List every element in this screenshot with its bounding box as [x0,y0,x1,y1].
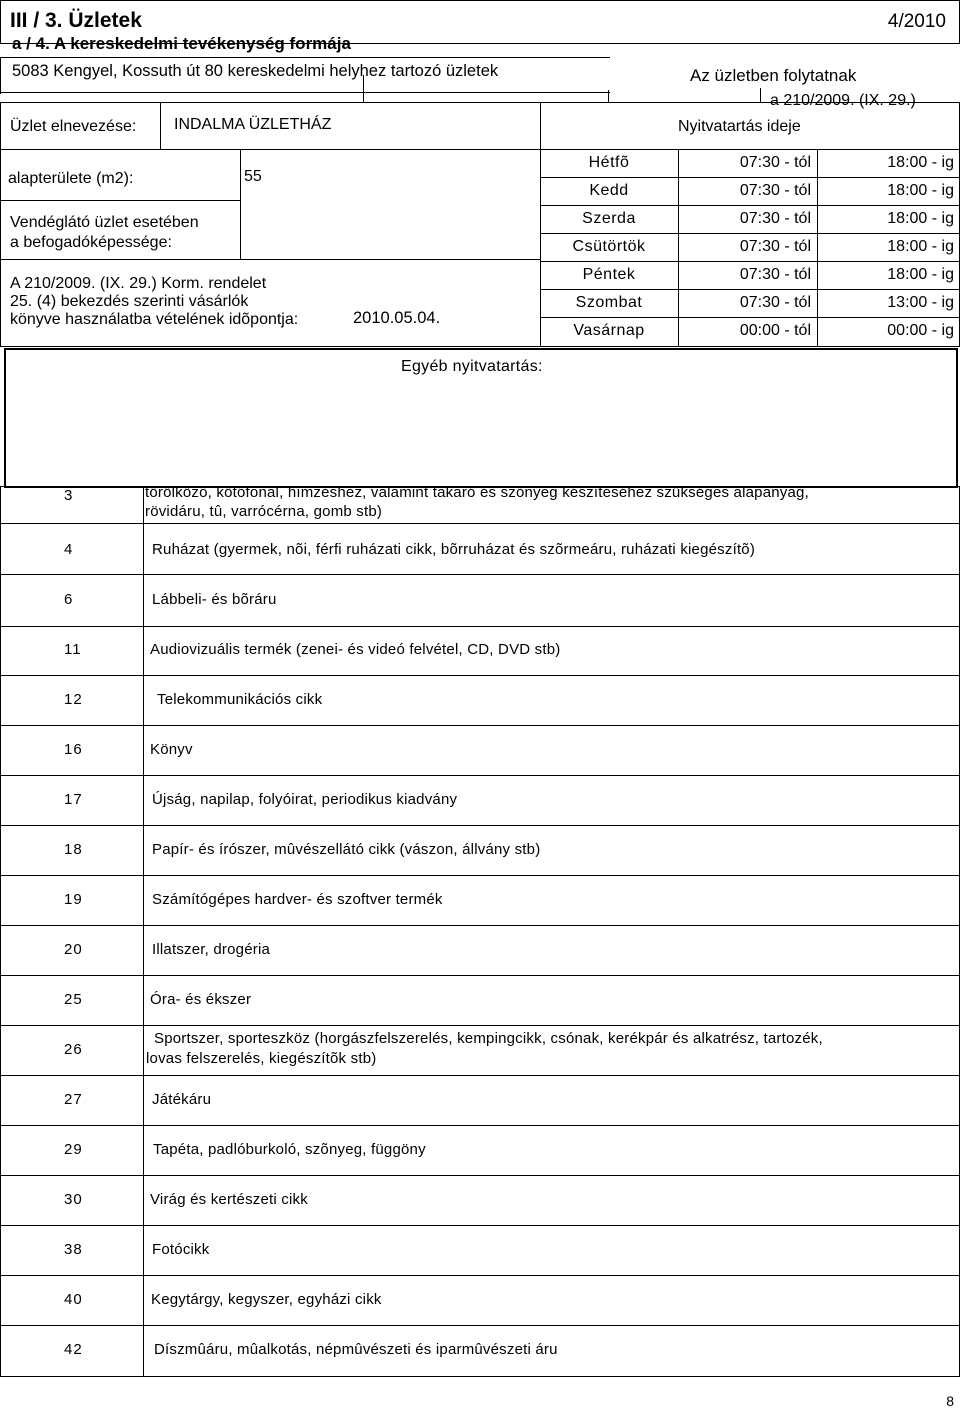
address-text: 5083 Kengyel, Kossuth út 80 kereskedelmi helyhez tartozó üzletek [12,62,499,80]
product-code: 17 [64,791,83,808]
day-sunday: Vasárnap [573,322,645,339]
product-code: 16 [64,741,83,758]
other-hours-label: Egyéb nyitvatartás: [401,358,543,375]
product-code: 6 [64,591,74,608]
wednesday-to: 18:00 - ig [887,210,954,227]
wednesday-from: 07:30 - tól [739,210,811,227]
product-description: Fotócikk [152,1241,210,1258]
product-description: Illatszer, drogéria [152,941,271,958]
product-description: Újság, napilap, folyóirat, periodikus kiadvány [152,791,458,808]
product-description: Könyv [150,741,193,758]
thursday-from: 07:30 - tól [739,238,811,255]
page-reference: 4/2010 [887,11,946,32]
product-description: Játékáru [152,1091,212,1108]
area-value: 55 [244,168,262,185]
product-description-line-2: rövidáru, tû, varrócérna, gomb stb) [145,503,383,520]
day-wednesday: Szerda [582,210,636,227]
product-description: Sportszer, sporteszköz (horgászfelszerelés, kempingcikk, csónak, kerékpár és alkatrész, tartozék, [154,1030,823,1047]
day-tuesday: Kedd [589,182,629,199]
product-code: 4 [64,541,74,558]
product-code: 25 [64,991,83,1008]
product-description: Audiovizuális termék (zenei- és videó felvétel, CD, DVD stb) [150,641,561,658]
decree-cut-text: a 210/2009. (IX. 29.) [770,92,916,109]
product-description: Óra- és ékszer [150,991,252,1008]
capacity-label-line-1: Vendéglátó üzlet esetében [10,214,199,231]
friday-from: 07:30 - tól [739,266,811,283]
product-description: Lábbeli- és bõráru [152,591,277,608]
opening-hours-label: Nyitvatartás ideje [678,118,801,135]
capacity-label-line-2: a befogadóképessége: [10,234,172,251]
product-code: 18 [64,841,83,858]
monday-from: 07:30 - tól [739,154,811,171]
product-description-cut: törölköző, kötőfonal, hímzéshez, valamint takaró és szőnyeg készítéséhez szükséges alapanyag, [145,484,809,501]
saturday-to: 13:00 - ig [887,294,954,311]
day-thursday: Csütörtök [572,238,646,255]
product-description: Tapéta, padlóburkoló, szõnyeg, függöny [153,1141,426,1158]
product-description: Telekommunikációs cikk [157,691,323,708]
page-number: 8 [946,1393,954,1409]
product-description: Díszmûáru, mûalkotás, népmûvészeti és iparmûvészeti áru [154,1341,558,1358]
day-monday: Hétfõ [588,154,630,171]
decree-line-3: könyve használatba vételének idõpontja: [10,311,299,328]
saturday-from: 07:30 - tól [739,294,811,311]
tuesday-from: 07:30 - tól [739,182,811,199]
friday-to: 18:00 - ig [887,266,954,283]
sunday-to: 00:00 - ig [887,322,954,339]
day-saturday: Szombat [575,294,643,311]
product-description: Kegytárgy, kegyszer, egyházi cikk [151,1291,382,1308]
product-code: 12 [64,691,83,708]
monday-to: 18:00 - ig [887,154,954,171]
product-code: 42 [64,1341,83,1358]
product-list [0,486,960,1377]
product-description: Ruházat (gyermek, nõi, férfi ruházati cikk, bõrruházat és szõrmeáru, ruházati kiegészítõ) [152,541,756,558]
product-code: 26 [64,1041,83,1058]
product-code: 27 [64,1091,83,1108]
shop-name-label: Üzlet elnevezése: [10,118,137,135]
activity-caption: Az üzletben folytatnak [690,66,857,85]
day-friday: Péntek [582,266,636,283]
product-code: 11 [64,641,82,658]
sunday-from: 00:00 - tól [739,322,811,339]
product-code: 19 [64,891,83,908]
product-code: 30 [64,1191,83,1208]
product-description: Papír- és írószer, mûvészellátó cikk (vászon, állvány stb) [152,841,541,858]
product-description: Számítógépes hardver- és szoftver termék [152,891,443,908]
product-code: 40 [64,1291,83,1308]
product-code: 3 [64,487,74,504]
product-description-line-2: lovas felszerelés, kiegészítõk stb) [146,1050,377,1067]
page-title: III / 3. Üzletek [10,9,142,32]
cut-subtitle: a / 4. A kereskedelmi tevékenység formája [12,34,351,53]
decree-line-2: 25. (4) bekezdés szerinti vásárlók [10,293,249,310]
thursday-to: 18:00 - ig [887,238,954,255]
product-description: Virág és kertészeti cikk [150,1191,308,1208]
complaint-book-date: 2010.05.04. [353,309,441,327]
product-code: 29 [64,1141,83,1158]
decree-line-1: A 210/2009. (IX. 29.) Korm. rendelet [10,275,267,292]
product-code: 38 [64,1241,83,1258]
shop-name-value: INDALMA ÜZLETHÁZ [174,116,332,133]
area-label: alapterülete (m2): [8,170,134,187]
product-code: 20 [64,941,83,958]
tuesday-to: 18:00 - ig [887,182,954,199]
